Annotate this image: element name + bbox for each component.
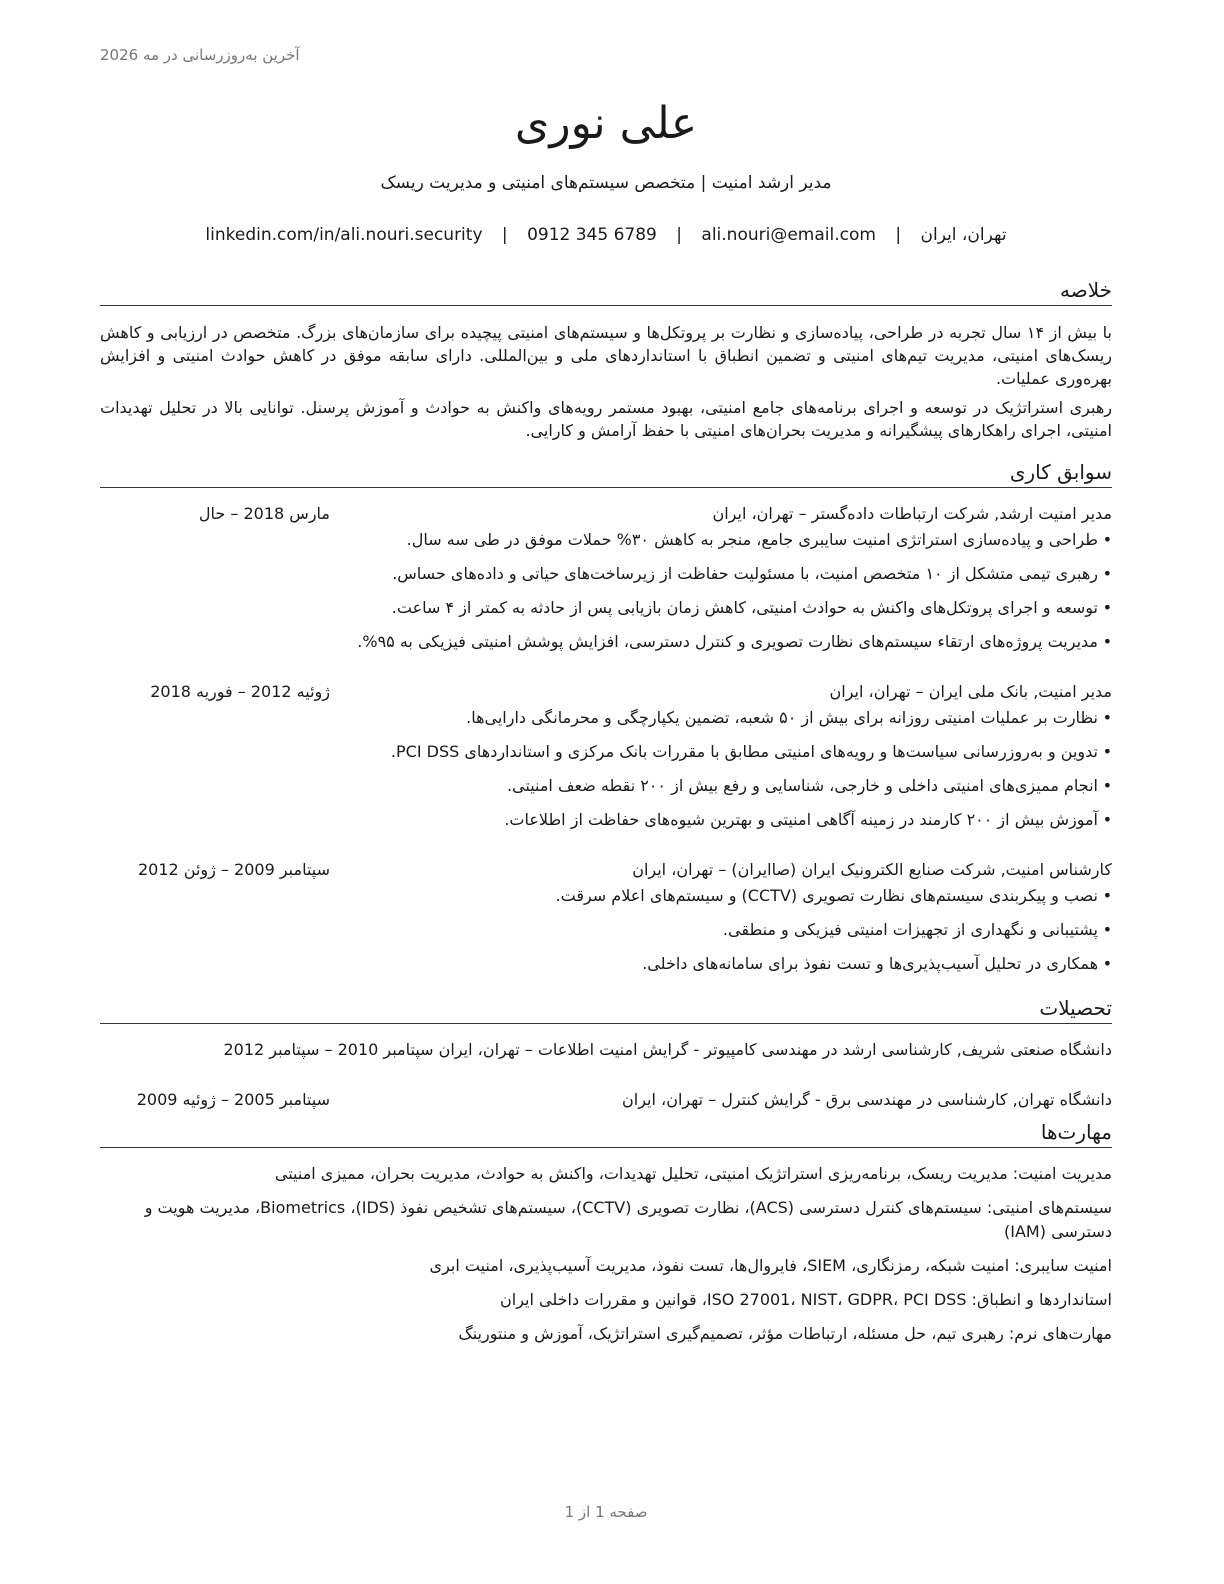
bullet-dot-icon: •: [1102, 708, 1112, 727]
job-bullets: [100, 528, 1112, 654]
job-bullet: [100, 528, 1112, 552]
bullet-dot-icon: •: [1102, 598, 1112, 617]
job-bullet: [100, 630, 1112, 654]
skills-title: مهارت‌ها: [100, 1118, 1112, 1148]
contact-email[interactable]: ali.nouri@email.com: [701, 225, 876, 245]
job-bullet-text: آموزش بیش از ۲۰۰ کارمند در زمینه آگاهی امنیتی و بهترین شیوه‌های حفاظت از اطلاعات.: [504, 810, 1098, 829]
job-bullet: [100, 918, 1112, 942]
bullet-dot-icon: •: [1102, 920, 1112, 939]
resume-page: [100, 0, 1112, 1584]
education-entry: [100, 1088, 1112, 1112]
education-header: [100, 1088, 1112, 1112]
summary-section: [100, 276, 1112, 442]
education-title-text: دانشگاه صنعتی شریف, کارشناسی ارشد در مهندسی کامپیوتر - گرایش امنیت اطلاعات – تهران، ایران سپتامبر 2010 – سپتامبر 2012: [223, 1040, 1112, 1059]
job-entry: [100, 502, 1112, 654]
summary-paragraph: با بیش از ۱۴ سال تجربه در طراحی، پیاده‌سازی و نظارت بر پروتکل‌ها و سیستم‌های امنیتی پیچیده برای سازمان‌های بزرگ. متخصص در ارزیابی و کاهش ریسک‌های امنیتی، مدیریت تیم‌های امنیتی و تضمین انطباق با استانداردهای ملی و بین‌المللی. دارای سابقه موفق در کاهش حوادث امنیتی و افزایش بهره‌وری عملیات.: [100, 323, 1113, 388]
job-bullet-text: طراحی و پیاده‌سازی استراتژی امنیت سایبری جامع، منجر به کاهش ۳۰% حملات موفق در طی سه سال.: [406, 530, 1098, 549]
job-bullet: [100, 562, 1112, 586]
education-title: تحصیلات: [100, 994, 1112, 1024]
contact-phone[interactable]: 0912 345 6789: [527, 225, 657, 245]
summary-title: خلاصه: [100, 276, 1112, 306]
job-entry: [100, 858, 1112, 976]
contact-linkedin[interactable]: linkedin.com/in/ali.nouri.security: [205, 225, 483, 245]
job-bullet: [100, 774, 1112, 798]
job-entry: [100, 680, 1112, 832]
contact-separator: |: [676, 225, 682, 245]
job-dates: ژوئیه 2012 – فوریه 2018: [150, 682, 330, 701]
candidate-subtitle: مدیر ارشد امنیت | متخصص سیستم‌های امنیتی و مدیریت ریسک: [380, 173, 832, 193]
job-title: مدیر امنیت, بانک ملی ایران – تهران، ایران: [829, 682, 1112, 701]
job-header: [100, 680, 1112, 704]
education-dates: سپتامبر 2005 – ژوئیه 2009: [136, 1090, 330, 1109]
bullet-dot-icon: •: [1102, 954, 1112, 973]
skills-list: [100, 1162, 1112, 1346]
skill-line: امنیت سایبری: امنیت شبکه، رمزنگاری، SIEM، فایروال‌ها، تست نفوذ، مدیریت آسیب‌پذیری، امنیت ابری: [429, 1256, 1112, 1275]
last-updated-text: آخرین به‌روزرسانی در مه 2026: [100, 46, 300, 64]
contact-separator: |: [501, 225, 508, 245]
job-bullet: [100, 952, 1112, 976]
contact-line: [100, 222, 1112, 248]
job-dates: مارس 2018 – حال: [198, 504, 330, 523]
bullet-dot-icon: •: [1102, 530, 1112, 549]
education-header: [100, 1038, 1112, 1062]
skills-section: [100, 1118, 1112, 1346]
skill-line: سیستم‌های امنیتی: سیستم‌های کنترل دسترسی (ACS)، نظارت تصویری (CCTV)، سیستم‌های تشخیص نفوذ (IDS)، Biometrics، مدیریت هویت و دسترسی (IAM): [144, 1198, 1112, 1241]
skill-line: مدیریت امنیت: مدیریت ریسک، برنامه‌ریزی استراتژیک امنیتی، تحلیل تهدیدات، واکنش به حوادث، مدیریت بحران، ممیزی امنیتی: [274, 1164, 1112, 1183]
page-number: صفحه 1 از 1: [564, 1503, 648, 1521]
education-title-text: دانشگاه تهران, کارشناسی در مهندسی برق - گرایش کنترل – تهران، ایران: [622, 1090, 1112, 1109]
education-entry: [100, 1038, 1112, 1062]
job-bullet-text: همکاری در تحلیل آسیب‌پذیری‌ها و تست نفوذ برای سامانه‌های داخلی.: [642, 954, 1098, 973]
bullet-dot-icon: •: [1102, 886, 1112, 905]
contact-separator: |: [895, 225, 902, 245]
education-section: [100, 994, 1112, 1112]
experience-section: [100, 458, 1112, 976]
bullet-dot-icon: •: [1102, 564, 1112, 583]
job-bullet-text: پشتیبانی و نگهداری از تجهیزات امنیتی فیزیکی و منطقی.: [722, 920, 1098, 939]
job-bullet: [100, 706, 1112, 730]
candidate-name: علی نوری: [514, 98, 698, 149]
job-bullet-text: نصب و پیکربندی سیستم‌های نظارت تصویری (CCTV) و سیستم‌های اعلام سرقت.: [555, 886, 1098, 905]
bullet-dot-icon: •: [1102, 742, 1112, 761]
skill-line: مهارت‌های نرم: رهبری تیم، حل مسئله، ارتباطات مؤثر، تصمیم‌گیری استراتژیک، آموزش و منتورینگ: [458, 1324, 1112, 1343]
summary-paragraph: رهبری استراتژیک در توسعه و اجرای برنامه‌های جامع امنیتی، بهبود مستمر رویه‌های واکنش به حوادث و آموزش پرسنل. توانایی بالا در تحلیل تهدیدات امنیتی، اجرای راهکارهای پیشگیرانه و مدیریت بحران‌های امنیتی با حفظ آرامش و کارایی.: [100, 398, 1112, 440]
job-bullet: [100, 740, 1112, 764]
bullet-dot-icon: •: [1102, 810, 1112, 829]
job-title: مدیر امنیت ارشد, شرکت ارتباطات داده‌گستر – تهران، ایران: [712, 504, 1112, 523]
job-bullet-text: انجام ممیزی‌های امنیتی داخلی و خارجی، شناسایی و رفع بیش از ۲۰۰ نقطه ضعف امنیتی.: [506, 776, 1098, 795]
resume-body: [100, 276, 1112, 1356]
job-bullet-text: نظارت بر عملیات امنیتی روزانه برای بیش از ۵۰ شعبه، تضمین یکپارچگی و محرمانگی دارایی‌ها.: [466, 708, 1098, 727]
bullet-dot-icon: •: [1102, 776, 1112, 795]
job-bullet: [100, 884, 1112, 908]
job-dates: سپتامبر 2009 – ژوئن 2012: [137, 860, 330, 879]
skill-line: استانداردها و انطباق: ISO 27001، NIST، GDPR، PCI DSS، قوانین و مقررات داخلی ایران: [500, 1290, 1112, 1309]
job-bullet-text: توسعه و اجرای پروتکل‌های واکنش به حوادث امنیتی، کاهش زمان بازیابی پس از حادثه به کمتر از ۴ ساعت.: [391, 598, 1098, 617]
job-bullet-text: رهبری تیمی متشکل از ۱۰ متخصص امنیت، با مسئولیت حفاظت از زیرساخت‌های حیاتی و داده‌های حساس.: [392, 564, 1098, 583]
job-header: [100, 858, 1112, 882]
job-header: [100, 502, 1112, 526]
job-bullet: [100, 596, 1112, 620]
job-title: کارشناس امنیت, شرکت صنایع الکترونیک ایران (صاایران) – تهران، ایران: [632, 860, 1112, 879]
job-bullet-text: تدوین و به‌روزرسانی سیاست‌ها و رویه‌های امنیتی مطابق با مقررات بانک مرکزی و استانداردهای PCI DSS.: [390, 742, 1098, 761]
job-bullets: [100, 706, 1112, 832]
experience-title: سوابق کاری: [100, 458, 1112, 488]
contact-location: تهران، ایران: [920, 225, 1007, 245]
job-bullet: [100, 808, 1112, 832]
job-bullets: [100, 884, 1112, 976]
bullet-dot-icon: •: [1102, 632, 1112, 651]
job-bullet-text: مدیریت پروژه‌های ارتقاء سیستم‌های نظارت تصویری و کنترل دسترسی، افزایش پوشش امنیتی فیزیکی به ۹۵%.: [357, 632, 1098, 651]
